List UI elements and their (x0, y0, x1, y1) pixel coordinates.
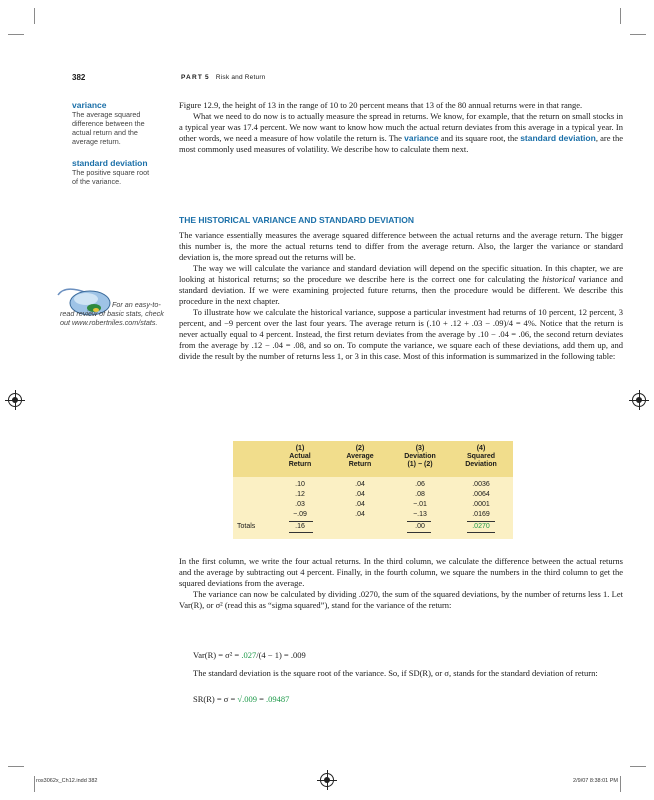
paragraph: The standard deviation is the square root of the variance. So, if SD(R), or σ, stands for the standard deviation of return: (193, 668, 598, 678)
crop-mark (34, 8, 35, 24)
registration-mark-icon (320, 773, 334, 787)
print-timestamp: 2/9/07 8:38:01 PM (573, 778, 618, 784)
registration-mark-icon (8, 393, 22, 407)
table-cell: .06 (415, 481, 425, 488)
explanation-text (179, 668, 623, 679)
table-cell: .03 (295, 501, 305, 508)
crop-mark (630, 766, 646, 767)
glossary-definition: The average squared difference between the actual return and the average return. (72, 110, 145, 146)
table-cell: .04 (355, 491, 365, 498)
crop-mark (8, 34, 24, 35)
keyword-variance: variance (404, 133, 439, 143)
file-slug: ros3062x_Ch12.indd 382 (36, 778, 98, 784)
total-rule (467, 532, 495, 533)
table-cell: −.13 (413, 511, 427, 518)
total-rule (407, 532, 431, 533)
part-title: Risk and Return (215, 74, 266, 81)
crop-mark (620, 776, 621, 792)
total-rule (289, 532, 313, 533)
sum-rule (407, 521, 431, 522)
crop-mark (8, 766, 24, 767)
table-cell: −.01 (413, 501, 427, 508)
section-text (179, 230, 623, 362)
part-number: 5 (205, 74, 210, 81)
column-header: (1) Actual Return (288, 445, 312, 468)
column-header: (2) Average Return (346, 445, 374, 468)
running-head (181, 74, 266, 81)
std-dev-equation: SR(R) = σ = √.009 = .09487 (193, 694, 290, 704)
paragraph: The variance essentially measures the average squared difference between the actual returns and the average return. The bigger this number is, the more the actual returns tend to differ from the average return. Also, the larger the variance or standard deviation is, the more spread out the returns will be. (179, 230, 623, 262)
paragraph: What we need to do now is to actually measure the spread in returns. We know, for example, that the return on small stocks in a typical year was 17.4 percent. We now want to know how much the actual return deviates from this average in a typical year. In other words, we need a measure of how volatile the return is. The variance and its square root, the standard deviation, are the most commonly used measures of volatility. We describe how to calculate them next. (179, 111, 623, 154)
table-cell: .0001 (472, 501, 490, 508)
table-cell: .0036 (472, 481, 490, 488)
glossary-term: standard deviation (72, 158, 148, 168)
registration-mark-icon (632, 393, 646, 407)
crop-mark (34, 776, 35, 792)
totals-label: Totals (237, 523, 256, 530)
paragraph: In the first column, we write the four actual returns. In the third column, we calculate the difference between the actual returns and the average by subtracting out 4 percent. Finally, in the fourth column, we square the numbers in the third column to get the squared deviations from the average. (179, 556, 623, 588)
margin-glossary (72, 100, 156, 186)
web-tip: For an easy-to-read review of basic stats, check out www.robertniles.com/stats. (60, 300, 164, 327)
table-cell: .0169 (472, 511, 490, 518)
keyword-standard-deviation: standard deviation (520, 133, 596, 143)
explanation-text (179, 556, 623, 611)
section-heading: THE HISTORICAL VARIANCE AND STANDARD DEVIATION (179, 215, 415, 225)
deviation-table (233, 441, 513, 539)
sum-rule (467, 521, 495, 522)
table-cell: −.09 (293, 511, 307, 518)
paragraph: To illustrate how we calculate the historical variance, suppose a particular investment had returns of 10 percent, 12 percent, 3 percent, and −9 percent over the last four years. The average return is (.10 + .12 + .03 − .09)/4 = 4%. Notice that the return is never actually equal to 4 percent. Instead, the first return deviates from the average by .10 − .04 = .06, the second return deviates from the average by .12 − .04 = .08, and so on. To compute the variance, we square each of these deviations, add them up, and divide the result by the number of returns less 1, or 3 in this case. Most of this information is summarized in the following table: (179, 307, 623, 361)
paragraph: Figure 12.9, the height of 13 in the range of 10 to 20 percent means that 13 of the 80 annual returns were in that range. (179, 100, 583, 110)
table-cell: .04 (355, 511, 365, 518)
table-cell-highlight: .0270 (472, 523, 490, 530)
table-cell: .10 (295, 481, 305, 488)
table-cell: .08 (415, 491, 425, 498)
column-header: (3) Deviation (1) − (2) (404, 445, 436, 468)
intro-text (179, 100, 623, 155)
table-cell: .16 (295, 523, 305, 530)
table-cell: .0064 (472, 491, 490, 498)
paragraph: The variance can now be calculated by dividing .0270, the sum of the squared deviations, by the number of returns less 1. Let Var(R), or σ² (read this as “sigma squared”), stand for the variance of the return: (179, 589, 623, 610)
glossary-definition: The positive square root of the variance. (72, 168, 150, 186)
page-number: 382 (72, 73, 86, 82)
sum-rule (289, 521, 313, 522)
table-cell: .04 (355, 501, 365, 508)
table-cell: .04 (355, 481, 365, 488)
column-header: (4) Squared Deviation (465, 445, 497, 468)
part-label: PART (181, 74, 204, 81)
crop-mark (620, 8, 621, 24)
variance-equation: Var(R) = σ² = .027/(4 − 1) = .009 (193, 650, 306, 660)
table-cell: .00 (415, 523, 425, 530)
table-cell: .12 (295, 491, 305, 498)
glossary-term: variance (72, 100, 107, 110)
crop-mark (630, 34, 646, 35)
paragraph: The way we will calculate the variance and standard deviation will depend on the specific situation. In this chapter, we are looking at historical returns; so the procedure we describe here is the correct one for calculating the historical variance and standard deviation. If we were examining projected future returns, then the procedure would be different. We describe this procedure in the next chapter. (179, 263, 623, 306)
